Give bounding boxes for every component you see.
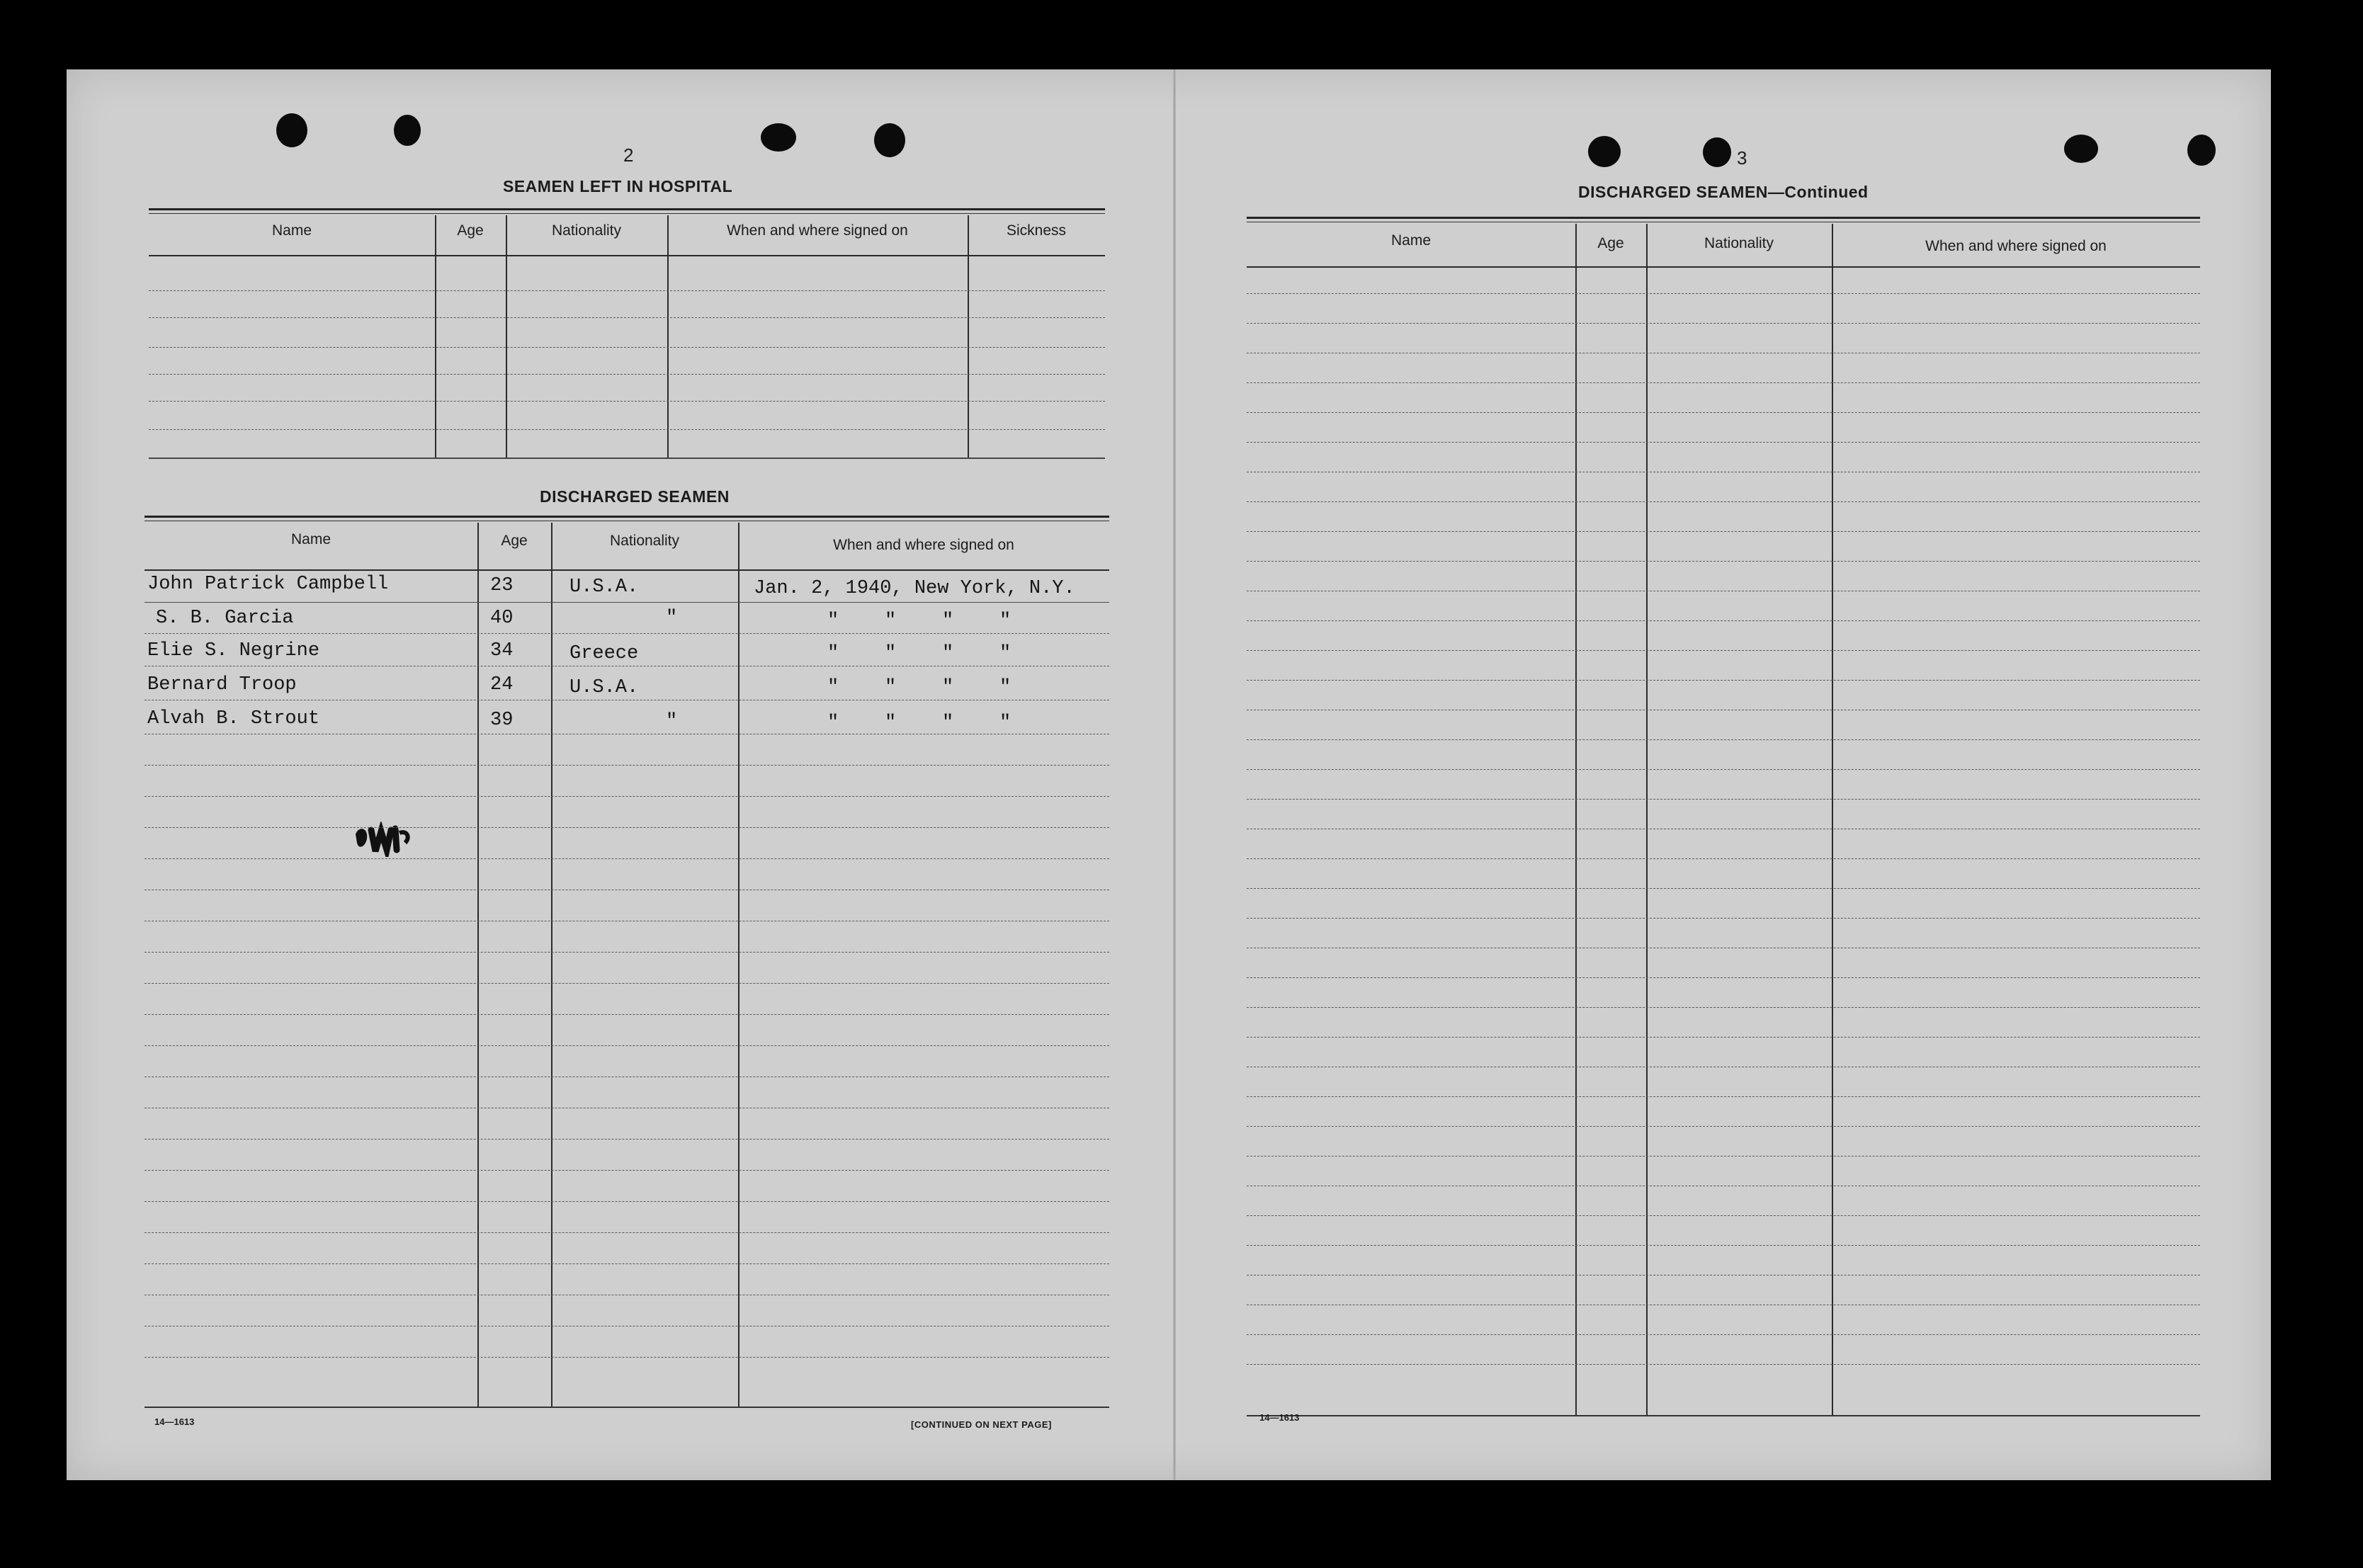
table-cell-name: Elie S. Negrine — [147, 640, 320, 661]
table-cell-nationality: U.S.A. — [570, 677, 639, 698]
section-title-hospital: SEAMEN LEFT IN HOSPITAL — [503, 177, 733, 195]
section-title-discharged-continued: DISCHARGED SEAMEN—Continued — [1578, 183, 1869, 201]
page-number: 2 — [623, 144, 634, 166]
table-cell-name: Alvah B. Strout — [147, 708, 320, 729]
hospital-table — [149, 208, 1105, 462]
scanned-document — [67, 69, 2271, 1480]
column-header-age: Age — [501, 533, 528, 549]
column-header-signed-on: When and where signed on — [833, 537, 1014, 553]
table-cell-signed-on: " " " " — [827, 712, 1012, 734]
discharged-table — [144, 516, 1109, 1409]
table-cell-signed-on: " " " " — [827, 677, 1012, 698]
table-cell-signed-on: " " " " — [827, 610, 1012, 632]
table-cell-age: 40 — [490, 608, 514, 629]
page-number: 3 — [1737, 147, 1747, 169]
column-header-nationality: Nationality — [609, 533, 680, 549]
left-page — [67, 69, 1173, 1480]
table-cell-signed-on: Jan. 2, 1940, New York, N.Y. — [754, 578, 1075, 599]
table-cell-nationality: U.S.A. — [570, 576, 639, 598]
discharged-continued-table — [1247, 217, 2200, 1418]
column-header-nationality: Nationality — [551, 222, 622, 239]
column-header-age: Age — [1597, 235, 1624, 251]
table-cell-name: Bernard Troop — [147, 674, 297, 695]
column-header-name: Name — [1390, 232, 1432, 249]
column-header-age: Age — [457, 222, 484, 239]
column-header-nationality: Nationality — [1704, 235, 1774, 251]
form-code: 14—1613 — [154, 1416, 195, 1427]
form-code: 14—1613 — [1259, 1412, 1300, 1423]
table-cell-name: John Patrick Campbell — [147, 574, 389, 595]
table-cell-age: 34 — [490, 640, 514, 661]
continued-note: [CONTINUED ON NEXT PAGE] — [911, 1419, 1052, 1430]
table-cell-nationality: Greece — [570, 643, 639, 664]
column-header-signed-on: When and where signed on — [727, 222, 908, 239]
section-title-discharged: DISCHARGED SEAMEN — [540, 487, 730, 506]
table-cell-age: 24 — [490, 674, 514, 695]
column-header-name: Name — [271, 222, 312, 239]
column-header-signed-on: When and where signed on — [1925, 238, 2107, 254]
table-cell-age: 23 — [490, 575, 514, 596]
table-cell-name: S. B. Garcia — [156, 608, 294, 629]
table-cell-signed-on: " " " " — [827, 643, 1012, 664]
table-cell-age: 39 — [490, 710, 514, 731]
column-header-sickness: Sickness — [1006, 222, 1067, 239]
right-page — [1176, 69, 2271, 1480]
table-cell-nationality: " — [666, 608, 678, 629]
column-header-name: Name — [290, 531, 332, 547]
table-cell-nationality: " — [666, 711, 678, 732]
